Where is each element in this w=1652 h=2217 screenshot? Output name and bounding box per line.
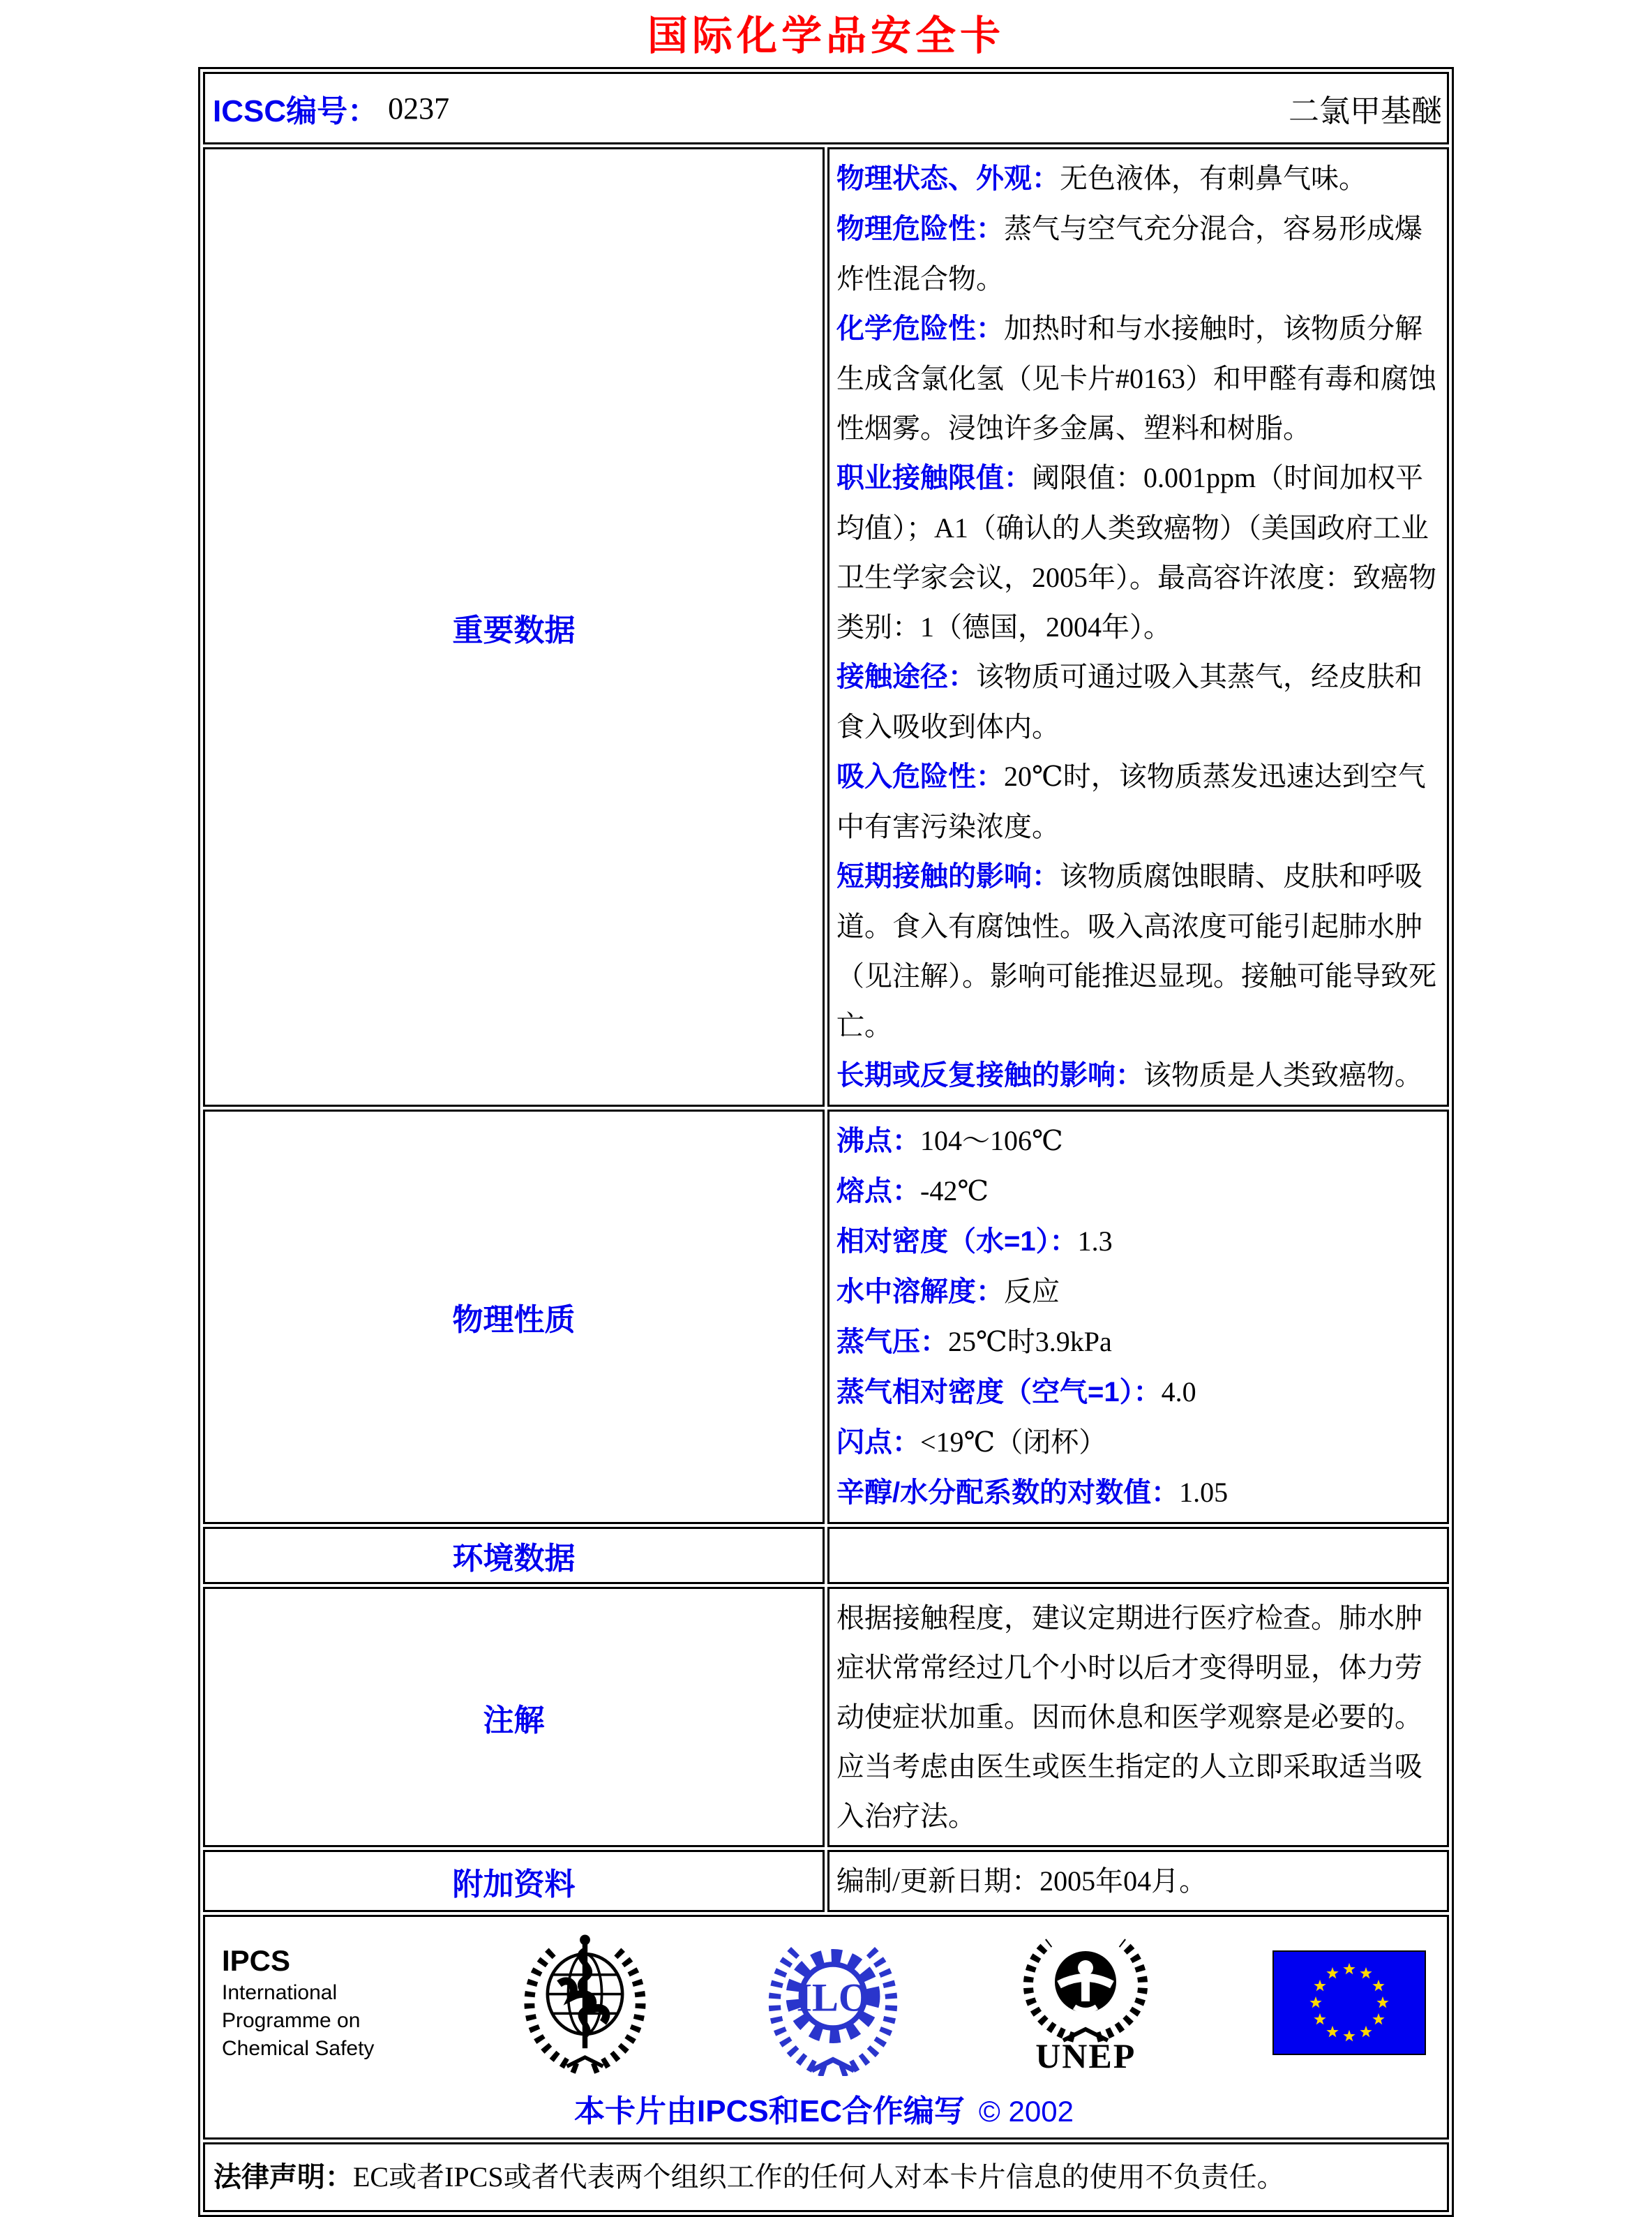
additional-info-row bbox=[203, 1850, 1449, 1912]
important-item: 物理危险性：蒸气与空气充分混合，容易形成爆炸性混合物。 bbox=[836, 213, 1422, 294]
chemical-name: 二氯甲基醚 bbox=[1289, 94, 1442, 128]
important-item: 吸入危险性：20℃时，该物质蒸发迅速达到空气中有害污染浓度。 bbox=[836, 761, 1426, 842]
notes-row bbox=[203, 1587, 1449, 1847]
physical-item: 闪点：<19℃（闭杯） bbox=[836, 1426, 1107, 1458]
ilo-logo-icon bbox=[767, 1929, 899, 2076]
svg-text:ILO: ILO bbox=[796, 1976, 869, 2020]
ipcs-desc-line: International bbox=[222, 1981, 338, 2004]
who-logo-icon bbox=[520, 1932, 649, 2075]
environmental-data-row bbox=[203, 1527, 1449, 1584]
page-title: 国际化学品安全卡 bbox=[647, 13, 1005, 59]
ipcs-desc-line: Chemical Safety bbox=[222, 2037, 375, 2060]
notes-content: 根据接触程度，建议定期进行医疗检查。肺水肿症状常常经过几个小时以后才变得明显，体力劳动使症状加重。因而休息和医学观察是必要的。应当考虑由医生或医生指定的人立即采取适当吸入治疗法。 bbox=[827, 1587, 1449, 1847]
header-content bbox=[206, 75, 1446, 142]
icsc-card-table bbox=[198, 67, 1454, 2217]
cooperation-caption bbox=[222, 2086, 1426, 2130]
logos-strip bbox=[222, 1929, 1426, 2076]
physical-item: 辛醇/水分配系数的对数值：1.05 bbox=[836, 1477, 1229, 1508]
legal-label: 法律声明： bbox=[213, 2162, 353, 2193]
notes-row-label: 注解 bbox=[203, 1587, 825, 1847]
important-item: 长期或反复接触的影响：该物质是人类致癌物。 bbox=[836, 1059, 1422, 1091]
physical-item: 沸点：104～106℃ bbox=[836, 1125, 1063, 1156]
ipcs-desc-line: Programme on bbox=[222, 2009, 361, 2032]
important-data-row-label: 重要数据 bbox=[203, 147, 825, 1107]
physical-item: 蒸气压：25℃时3.9kPa bbox=[836, 1326, 1112, 1357]
additional-info-content: 编制/更新日期：2005年04月。 bbox=[827, 1850, 1449, 1912]
icsc-number-group bbox=[213, 86, 449, 130]
icsc-number-label: ICSC编号： bbox=[213, 94, 379, 128]
unep-logo-icon bbox=[1016, 1932, 1155, 2074]
physical-properties-row bbox=[203, 1110, 1449, 1524]
ipcs-name: IPCS bbox=[222, 1944, 291, 1977]
cooperation-caption-text: 本卡片由IPCS和EC合作编写 bbox=[574, 2094, 965, 2128]
physical-item: 熔点：-42℃ bbox=[836, 1175, 989, 1207]
copyright-text: © 2002 bbox=[978, 2095, 1074, 2128]
ipcs-text-block bbox=[222, 1943, 403, 2063]
important-data-content bbox=[827, 147, 1449, 1107]
unep-label: UNEP bbox=[1035, 2036, 1136, 2075]
eu-flag-icon bbox=[1272, 1950, 1426, 2055]
important-item: 短期接触的影响：该物质腐蚀眼睛、皮肤和呼吸道。食入有腐蚀性。吸入高浓度可能引起肺水肿（见注解）。影响可能推迟显现。接触可能导致死亡。 bbox=[836, 860, 1436, 1041]
environmental-data-content bbox=[827, 1527, 1449, 1584]
important-data-row bbox=[203, 147, 1449, 1107]
legal-content bbox=[203, 2142, 1449, 2212]
physical-properties-content bbox=[827, 1110, 1449, 1524]
physical-properties-row-label: 物理性质 bbox=[203, 1110, 825, 1524]
logos-row bbox=[203, 1915, 1449, 2140]
additional-info-row-label: 附加资料 bbox=[203, 1850, 825, 1912]
important-item: 职业接触限值：阈限值：0.001ppm（时间加权平均值）；A1（确认的人类致癌物）（美国政府工业卫生学家会议，2005年）。最高容许浓度：致癌物类别：1（德国，2004年）。 bbox=[836, 462, 1436, 643]
legal-row bbox=[203, 2142, 1449, 2212]
physical-item: 蒸气相对密度（空气=1）：4.0 bbox=[836, 1376, 1196, 1408]
important-item: 物理状态、外观：无色液体，有刺鼻气味。 bbox=[836, 163, 1367, 194]
legal-text: EC或者IPCS或者代表两个组织工作的任何人对本卡片信息的使用不负责任。 bbox=[353, 2161, 1285, 2193]
physical-item: 相对密度（水=1）：1.3 bbox=[836, 1225, 1113, 1257]
environmental-data-row-label: 环境数据 bbox=[203, 1527, 825, 1584]
important-item: 接触途径：该物质可通过吸入其蒸气，经皮肤和食入吸收到体内。 bbox=[836, 661, 1422, 742]
icsc-number-value: 0237 bbox=[388, 91, 450, 126]
header-row bbox=[203, 72, 1449, 144]
physical-item: 水中溶解度：反应 bbox=[836, 1276, 1060, 1307]
important-item: 化学危险性：加热时和与水接触时，该物质分解生成含氯化氢（见卡片#0163）和甲醛有毒和腐蚀性烟雾。浸蚀许多金属、塑料和树脂。 bbox=[836, 313, 1436, 444]
